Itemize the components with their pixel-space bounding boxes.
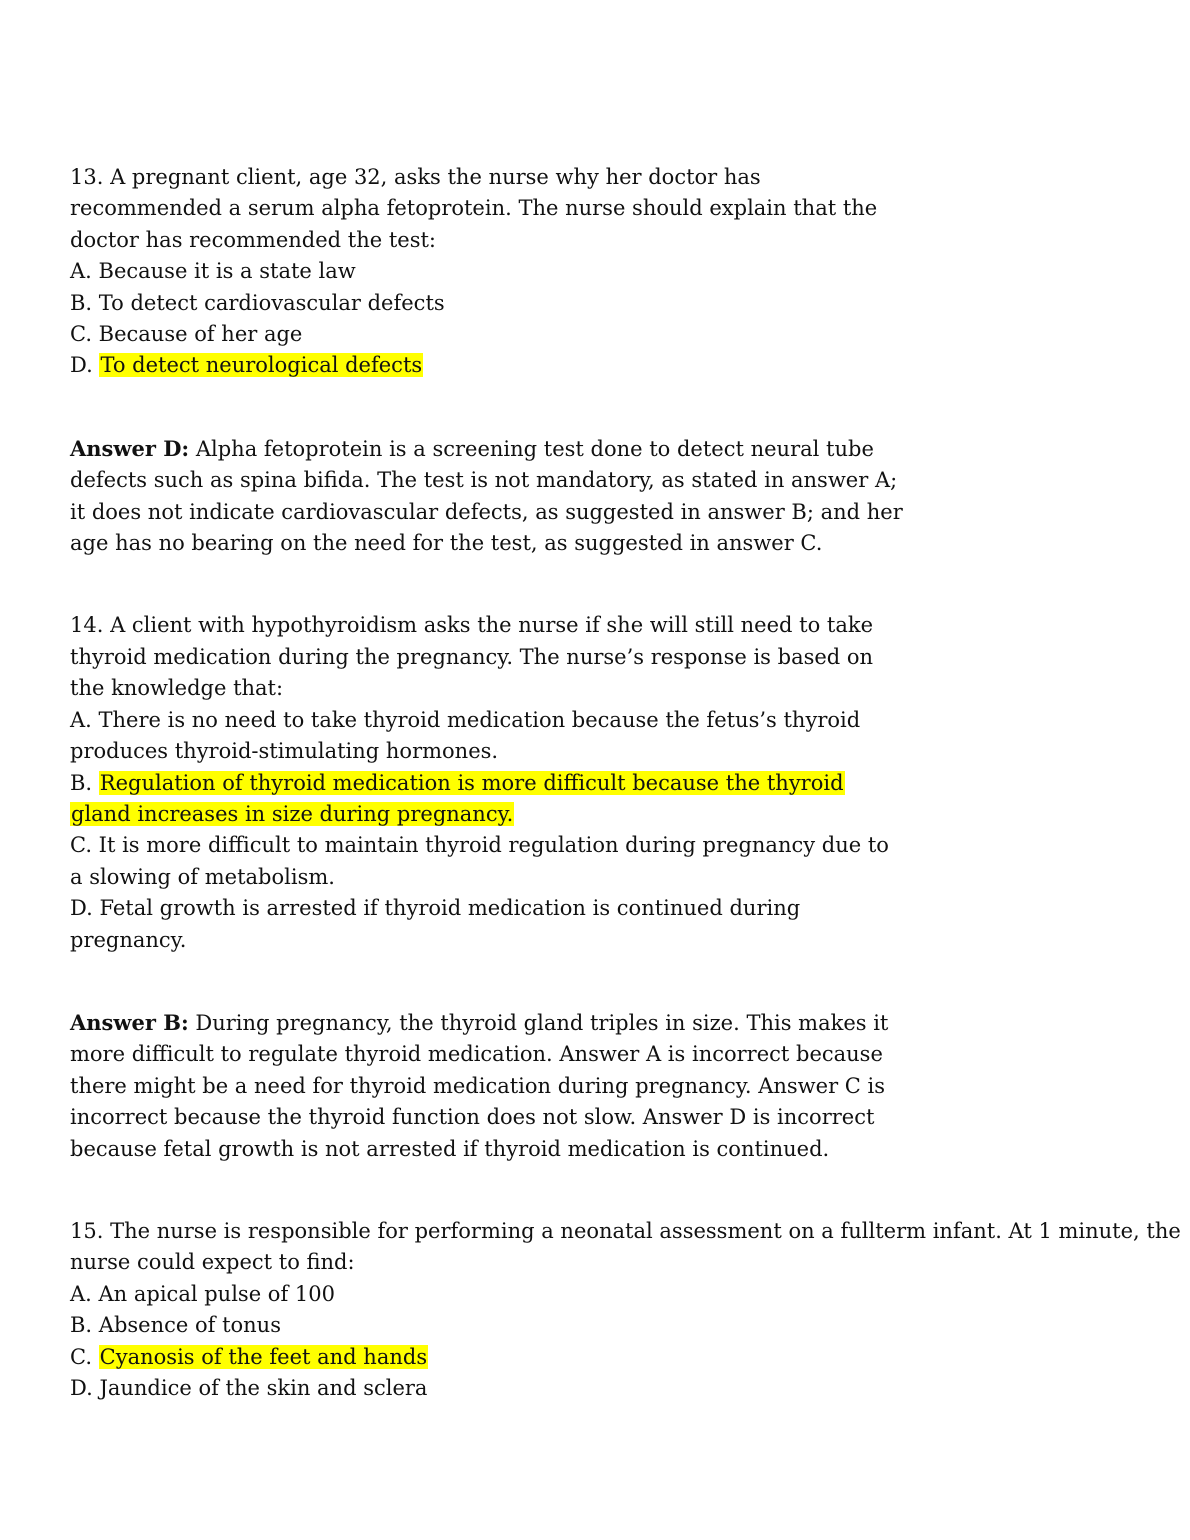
answer-line: more difficult to regulate thyroid medication. Answer A is incorrect because <box>70 1042 883 1067</box>
highlighted-correct-option: Regulation of thyroid medication is more difficult because the thyroid <box>99 770 844 795</box>
question-stem-line: the knowledge that: <box>70 676 284 701</box>
option-b-continued <box>70 799 1130 830</box>
answer-label: Answer B: <box>70 1009 189 1035</box>
option-c <box>70 1342 1130 1373</box>
highlighted-correct-option: To detect neurological defects <box>100 353 423 378</box>
option-a: A. There is no need to take thyroid medication because the fetus’s thyroid <box>70 707 861 732</box>
question-stem-line: nurse could expect to find: <box>70 1250 355 1275</box>
option-d <box>70 350 1130 381</box>
spacer <box>70 382 1130 433</box>
question-15 <box>70 1216 1181 1404</box>
answer-label: Answer D: <box>70 435 190 461</box>
question-stem-line: 15. The nurse is responsible for performing a neonatal assessment on a fullterm infant. At 1 minute, the <box>70 1218 1181 1243</box>
option-b: B. To detect cardiovascular defects <box>70 290 445 315</box>
answer-line <box>70 1007 1130 1039</box>
highlighted-correct-option: Cyanosis of the feet and hands <box>99 1344 428 1369</box>
spacer <box>70 1165 1130 1216</box>
answer-line: incorrect because the thyroid function does not slow. Answer D is incorrect <box>70 1105 875 1130</box>
spacer <box>70 559 1130 610</box>
highlighted-correct-option-continued: gland increases in size during pregnancy. <box>71 801 514 826</box>
question-stem-line: thyroid medication during the pregnancy. The nurse’s response is based on <box>70 644 874 669</box>
answer-13 <box>70 433 1130 560</box>
question-13 <box>70 162 1130 382</box>
answer-line: defects such as spina bifida. The test is not mandatory, as stated in answer A; <box>70 468 898 493</box>
spacer <box>70 956 1130 1007</box>
option-b <box>70 768 1130 799</box>
option-c: C. It is more difficult to maintain thyroid regulation during pregnancy due to <box>70 833 889 858</box>
question-stem-line: doctor has recommended the test: <box>70 227 437 252</box>
option-a-continued: produces thyroid-stimulating hormones. <box>70 739 499 764</box>
option-d-continued: pregnancy. <box>70 927 187 952</box>
answer-text: Alpha fetoprotein is a screening test done to detect neural tube <box>189 436 874 461</box>
option-d: D. Jaundice of the skin and sclera <box>70 1376 428 1400</box>
option-d: D. Fetal growth is arrested if thyroid medication is continued during <box>70 896 801 921</box>
question-14 <box>70 610 1130 955</box>
answer-line: because fetal growth is not arrested if thyroid medication is continued. <box>70 1136 830 1161</box>
option-prefix: B. <box>70 770 99 795</box>
question-stem-line: 14. A client with hypothyroidism asks the nurse if she will still need to take <box>70 613 874 638</box>
answer-line: age has no bearing on the need for the test, as suggested in answer C. <box>70 531 823 556</box>
option-c: C. Because of her age <box>70 322 303 347</box>
document-page <box>70 162 1181 1404</box>
question-stem-line: recommended a serum alpha fetoprotein. The nurse should explain that the <box>70 196 878 221</box>
answer-line: it does not indicate cardiovascular defects, as suggested in answer B; and her <box>70 499 903 524</box>
answer-line <box>70 433 1130 465</box>
option-b: B. Absence of tonus <box>70 1313 281 1338</box>
option-prefix: D. <box>70 353 100 378</box>
option-c-continued: a slowing of metabolism. <box>70 864 335 889</box>
answer-text: During pregnancy, the thyroid gland triples in size. This makes it <box>188 1010 889 1035</box>
answer-14 <box>70 1007 1130 1165</box>
option-a: A. Because it is a state law <box>70 259 356 284</box>
question-stem-line: 13. A pregnant client, age 32, asks the nurse why her doctor has <box>70 165 761 189</box>
answer-line: there might be a need for thyroid medication during pregnancy. Answer C is <box>70 1073 886 1098</box>
option-a: A. An apical pulse of 100 <box>70 1281 335 1306</box>
option-prefix: C. <box>70 1344 99 1369</box>
